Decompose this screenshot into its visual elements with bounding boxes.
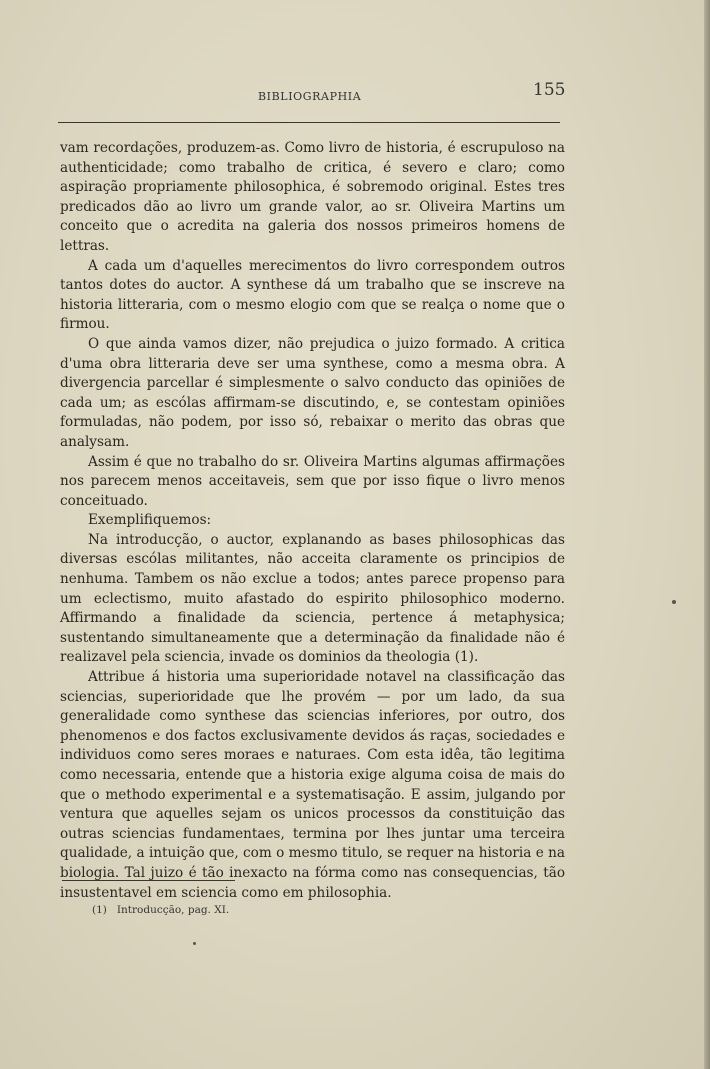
- paragraph: vam recordações, produzem-as. Como livro de historia, é escrupuloso na authenticidade; como trabalho de critica, é severo e claro; como aspiração propriamente philosophica, é sobremodo original. Estes tres predicados dão ao livro um grande valor, ao sr. Oliveira Martins um conceito que o acredita na galeria dos nossos primeiros homens de lettras.: [60, 140, 565, 254]
- paragraph: O que ainda vamos dizer, não prejudica o juizo formado. A critica d'uma obra litteraria deve ser uma synthese, como a mesma obra. A divergencia parcellar é simplesmente o salvo conducto das opiniões de cada um; as escólas affirmam-se discutindo, e, se contestam opiniões formuladas, não podem, por isso só, rebaixar o merito das obras que analysam.: [60, 335, 565, 450]
- header-rule: [58, 122, 560, 123]
- footnote-rule: [62, 880, 235, 881]
- paragraph: Assim é que no trabalho do sr. Oliveira Martins algumas affirmações nos parecem menos acceitaveis, sem que por isso fique o livro menos conceituado.: [60, 453, 565, 509]
- paragraph: Attribue á historia uma superioridade notavel na classificação das sciencias, superioridade que lhe provém — por um lado, da sua generalidade como synthese das sciencias inferiores, por outro, dos phenomenos e dos factos exclusivamente devidos ás raças, sociedades e individuos como seres moraes e naturaes. Com esta idêa, tão legitima como necessaria, entende que a historia exige alguma coisa de mais do que o methodo experimental e a systematisação. E assim, julgando por ventura que aquelles sejam os unicos processos da constituição das outras sciencias fundamentaes, termina por lhes juntar uma terceira qualidade, a intuição que, com o mesmo titulo, se requer na historia e na biologia. Tal juizo é tão inexacto na fórma como nas consequencias, tão insustentavel em sciencia como em philosophia.: [60, 669, 565, 901]
- footnote-marker: (1): [92, 904, 107, 916]
- paragraph: A cada um d'aquelles merecimentos do livro correspondem outros tantos dotes do auctor. A synthese dá um trabalho que se inscreve na historia litteraria, com o mesmo elogio com que se realça o nome que o firmou.: [60, 257, 565, 333]
- paragraph: Exemplifiquemos:: [88, 512, 212, 529]
- page-edge: [704, 0, 710, 1069]
- paragraph: Na introducção, o auctor, explanando as bases philosophicas das diversas escólas militantes, não acceita claramente os principios de nenhuma. Tambem os não exclue a todos; antes parece propenso para um eclectismo, muito afastado do espirito philosophico moderno. Affirmando a finalidade da sciencia, pertence á metaphysica; sustentando simultaneamente que a determinação da finalidade não é realizavel pela sciencia, invade os dominios da theologia (1).: [60, 531, 565, 666]
- ink-spot: [672, 600, 676, 604]
- body-text: [60, 139, 565, 903]
- page-number: 155: [533, 80, 566, 100]
- running-header: BIBLIOGRAPHIA: [258, 90, 362, 103]
- ink-spot: [193, 942, 196, 945]
- footnote-text: Introducção, pag. XI.: [116, 904, 230, 916]
- footnote: [92, 904, 229, 916]
